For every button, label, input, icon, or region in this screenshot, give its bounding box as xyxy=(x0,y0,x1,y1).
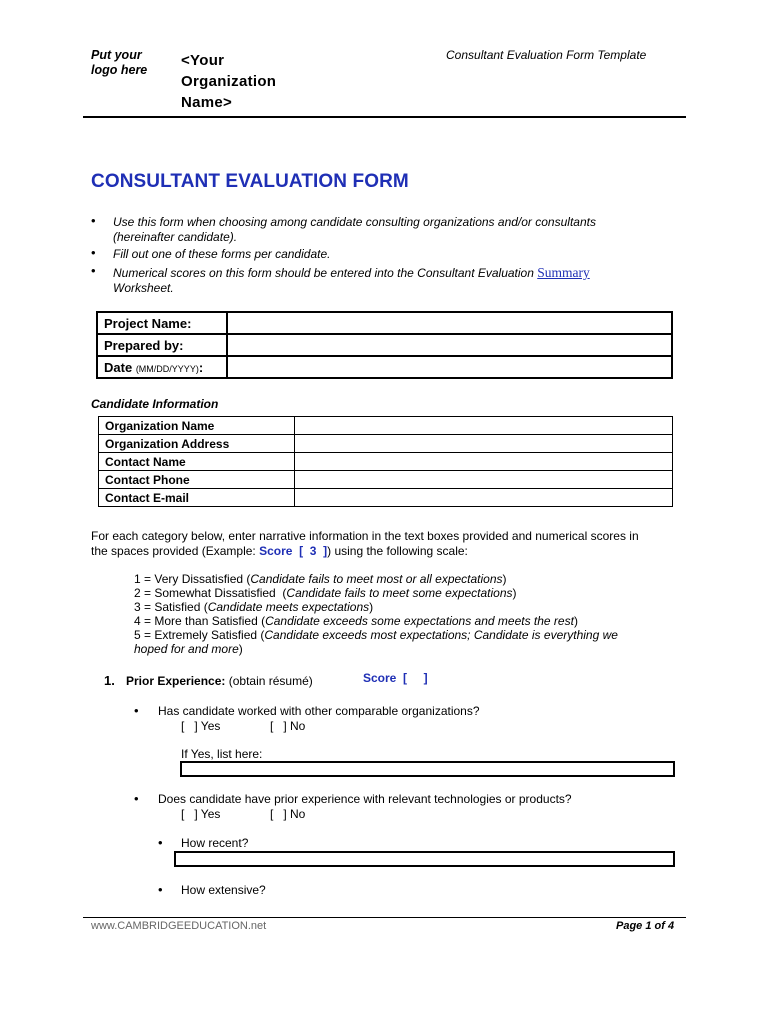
section-number: 1. xyxy=(104,673,115,688)
prepared-by-field[interactable] xyxy=(227,334,672,356)
scale-desc: Candidate fails to meet most or all expectations xyxy=(250,572,503,586)
scale-desc: Candidate exceeds most expectations; Candidate is everything we xyxy=(264,628,618,642)
bullet-icon: • xyxy=(91,245,96,260)
prepared-by-label: Prepared by: xyxy=(97,334,227,356)
how-recent-field[interactable] xyxy=(174,851,675,867)
footer-website: www.CAMBRIDGEEDUCATION.net xyxy=(91,920,267,932)
bullet-icon: • xyxy=(158,835,163,850)
org-line: <Your xyxy=(181,52,225,69)
scale-item xyxy=(134,586,654,600)
question-2: Does candidate have prior experience with relevant technologies or products? xyxy=(158,792,572,806)
org-name-label: Organization Name xyxy=(99,417,295,435)
score-input[interactable]: Score [ ] xyxy=(363,671,428,685)
instruction-line: Use this form when choosing among candidate consulting organizations and/or consultants xyxy=(113,215,596,229)
template-title: Consultant Evaluation Form Template xyxy=(446,48,647,62)
header-divider xyxy=(83,116,686,118)
date-label xyxy=(97,356,227,378)
scale-label: 5 = Extremely Satisfied ( xyxy=(134,628,265,642)
yes-checkbox[interactable]: [ ] Yes xyxy=(181,807,221,821)
no-checkbox[interactable]: [ ] No xyxy=(270,807,306,821)
if-yes-field[interactable] xyxy=(180,761,675,777)
scale-item xyxy=(134,614,654,628)
table-row xyxy=(97,312,672,334)
scale-desc: Candidate exceeds some expectations and meets the rest xyxy=(265,614,574,628)
contact-phone-field[interactable] xyxy=(295,471,673,489)
instruction-3 xyxy=(113,265,633,296)
project-name-field[interactable] xyxy=(227,312,672,334)
scale-label: 4 = More than Satisfied ( xyxy=(134,614,266,628)
intro-text: ) using the following scale: xyxy=(327,544,468,558)
project-info-table xyxy=(96,311,673,379)
org-name-field[interactable] xyxy=(295,417,673,435)
instruction-line: Worksheet. xyxy=(113,281,174,295)
date-format: (MM/DD/YYYY) xyxy=(135,363,199,374)
logo-line: logo here xyxy=(91,63,148,77)
org-address-field[interactable] xyxy=(295,435,673,453)
how-extensive-label: How extensive? xyxy=(181,883,266,897)
table-row xyxy=(99,489,673,507)
table-row xyxy=(99,471,673,489)
section-note: (obtain résumé) xyxy=(228,674,313,688)
scale-desc: Candidate fails to meet some expectations xyxy=(286,586,513,600)
contact-name-field[interactable] xyxy=(295,453,673,471)
bullet-icon: • xyxy=(134,703,139,718)
intro-line: For each category below, enter narrative information in the text boxes provided and numerical scores in xyxy=(91,529,639,543)
example-score: Score [ 3 ] xyxy=(259,544,328,558)
no-checkbox[interactable]: [ ] No xyxy=(270,719,306,733)
contact-email-label: Contact E-mail xyxy=(99,489,295,507)
scale-item xyxy=(134,642,654,656)
contact-phone-label: Contact Phone xyxy=(99,471,295,489)
contact-name-label: Contact Name xyxy=(99,453,295,471)
scale-close: ) xyxy=(369,600,374,614)
scale-item xyxy=(134,628,654,642)
instruction-2: Fill out one of these forms per candidate. xyxy=(113,247,331,261)
table-row xyxy=(99,453,673,471)
scale-item xyxy=(134,572,654,586)
page-title: CONSULTANT EVALUATION FORM xyxy=(91,171,409,192)
yes-checkbox[interactable]: [ ] Yes xyxy=(181,719,221,733)
bullet-icon: • xyxy=(134,791,139,806)
instruction-line: (hereinafter candidate). xyxy=(113,230,238,244)
table-row xyxy=(97,356,672,378)
how-recent-label: How recent? xyxy=(181,836,249,850)
scale-close: ) xyxy=(502,572,507,586)
scale-label: 1 = Very Dissatisfied ( xyxy=(134,572,251,586)
scale-close: ) xyxy=(573,614,578,628)
org-address-label: Organization Address xyxy=(99,435,295,453)
bullet-icon: • xyxy=(91,263,96,278)
candidate-info-heading: Candidate Information xyxy=(91,397,219,411)
question-1: Has candidate worked with other comparable organizations? xyxy=(158,704,480,718)
candidate-info-table xyxy=(98,416,673,507)
date-field[interactable] xyxy=(227,356,672,378)
scale-desc: hoped for and more xyxy=(134,642,239,656)
date-text: Date xyxy=(104,359,133,375)
instruction-line xyxy=(113,265,633,281)
project-name-label: Project Name: xyxy=(97,312,227,334)
table-row xyxy=(99,417,673,435)
logo-placeholder xyxy=(91,48,147,78)
logo-line: Put your xyxy=(91,48,142,62)
contact-email-field[interactable] xyxy=(295,489,673,507)
summary-link[interactable]: Summary xyxy=(537,265,590,280)
instruction-1 xyxy=(113,215,633,245)
scale-desc: Candidate meets expectations xyxy=(207,600,370,614)
scoring-intro xyxy=(91,529,681,559)
intro-line xyxy=(91,544,681,559)
organization-name xyxy=(181,50,276,113)
intro-text: the spaces provided (Example: xyxy=(91,544,260,558)
instruction-text: Numerical scores on this form should be entered into the Consultant Evaluation xyxy=(113,266,538,280)
date-colon: : xyxy=(198,359,204,375)
scale-label: 3 = Satisfied ( xyxy=(134,600,208,614)
scale-label: 2 = Somewhat Dissatisfied ( xyxy=(134,586,287,600)
if-yes-label: If Yes, list here: xyxy=(181,747,263,761)
rating-scale xyxy=(134,572,654,656)
footer-divider xyxy=(83,917,686,918)
scale-item xyxy=(134,600,654,614)
org-line: Organization xyxy=(181,73,277,90)
page-number: Page 1 of 4 xyxy=(616,920,675,932)
bullet-icon: • xyxy=(158,882,163,897)
scale-close: ) xyxy=(238,642,243,656)
org-line: Name> xyxy=(181,94,233,111)
table-row xyxy=(99,435,673,453)
scale-close: ) xyxy=(512,586,517,600)
section-title xyxy=(126,674,313,688)
bullet-icon: • xyxy=(91,213,96,228)
section-title-text: Prior Experience: xyxy=(126,674,226,688)
table-row xyxy=(97,334,672,356)
